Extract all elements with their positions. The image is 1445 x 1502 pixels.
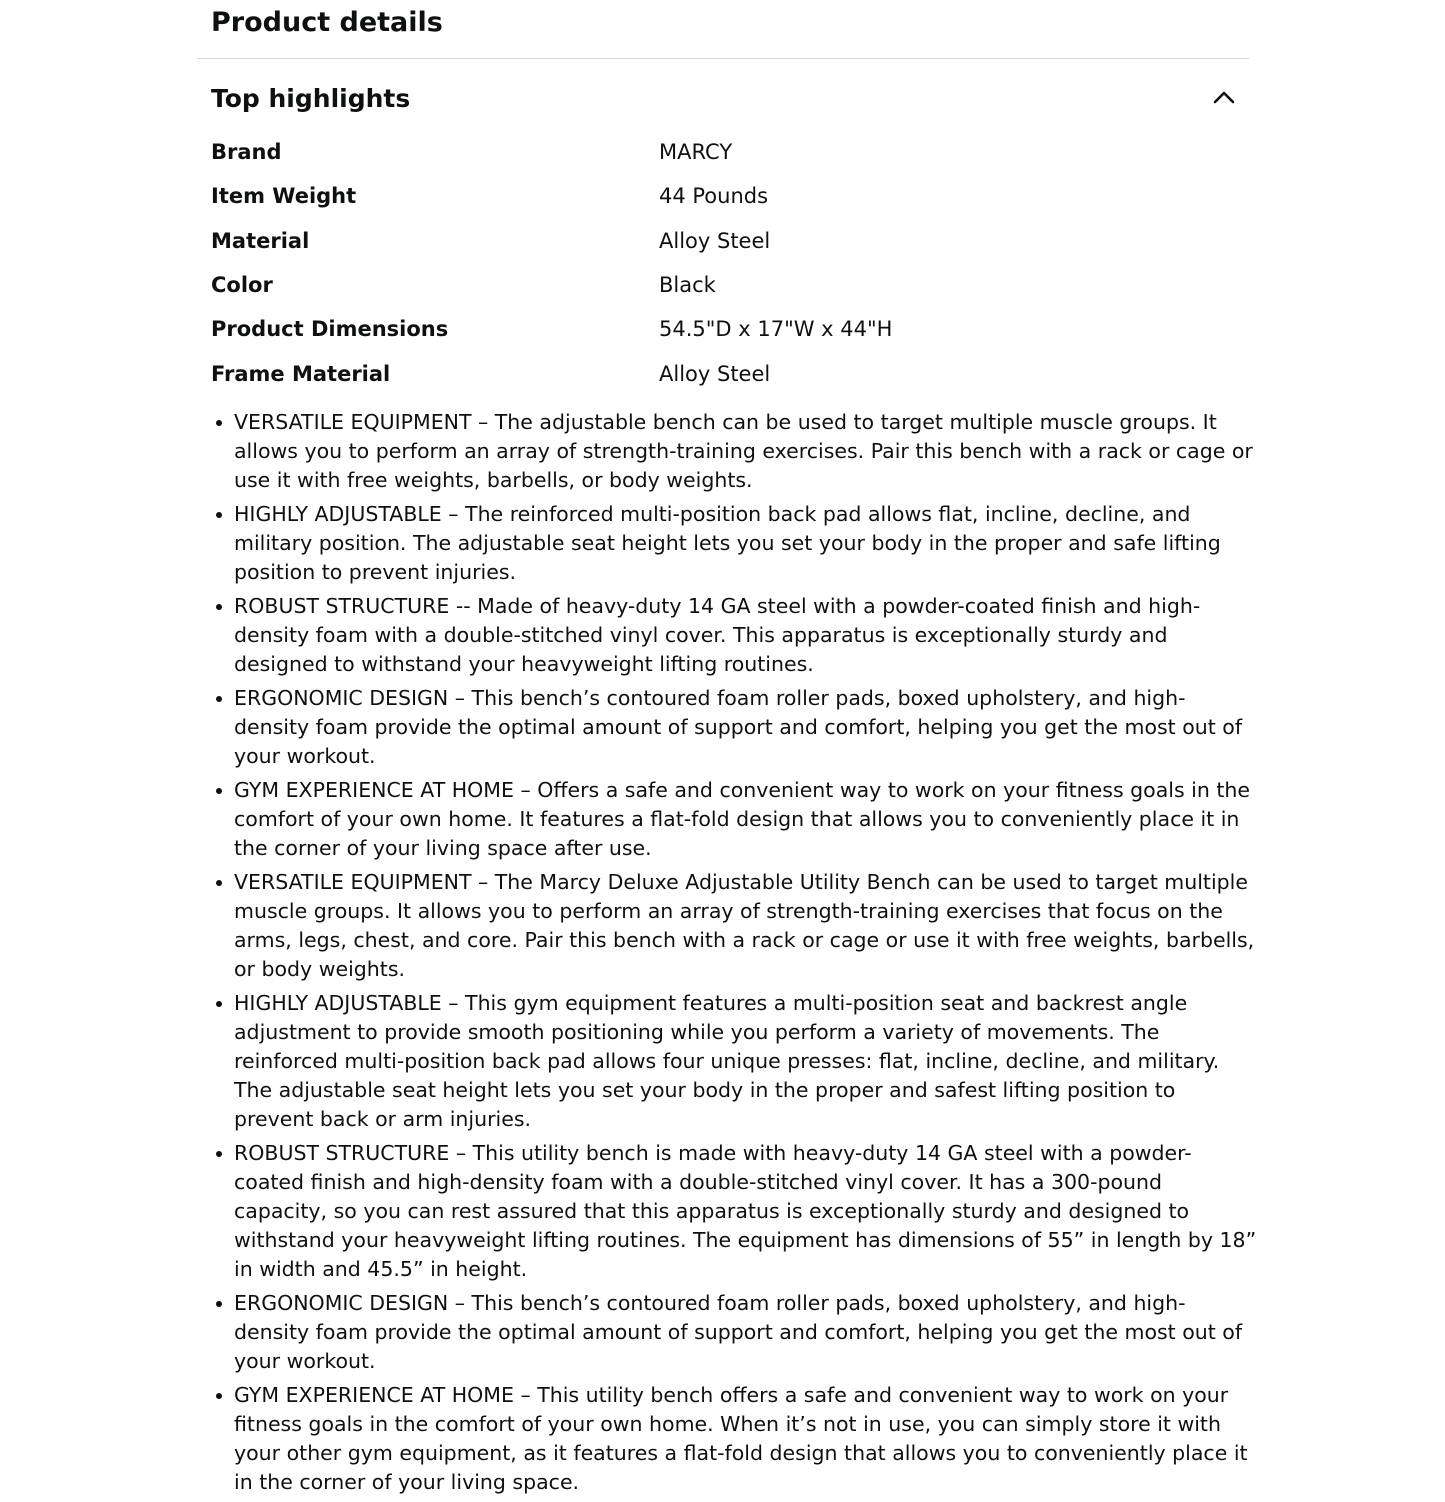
section-title: Top highlights: [211, 84, 411, 113]
spec-value: Alloy Steel: [659, 228, 771, 253]
feature-bullet: ERGONOMIC DESIGN – This bench’s contoured foam roller pads, boxed upholstery, and high-density foam provide the optimal amount of support and comfort, helping you get the most out of your workout.: [234, 1289, 1259, 1376]
feature-bullet: ERGONOMIC DESIGN – This bench’s contoured foam roller pads, boxed upholstery, and high-density foam provide the optimal amount of support and comfort, helping you get the most out of your workout.: [234, 684, 1259, 771]
spec-value: 44 Pounds: [659, 184, 769, 209]
feature-bullet: GYM EXPERIENCE AT HOME – This utility bench offers a safe and convenient way to work on your fitness goals in the comfort of your own home. When it’s not in use, you can simply store it with your other gym equipment, as it features a flat-fold design that allows you to conveniently place it in the corner of your living space.: [234, 1381, 1259, 1497]
spec-label: Color: [211, 273, 273, 298]
spec-label: Frame Material: [211, 361, 391, 386]
top-highlights-toggle[interactable]: [211, 82, 1236, 118]
feature-bullet: ROBUST STRUCTURE – This utility bench is made with heavy-duty 14 GA steel with a powder-coated finish and high-density foam with a double-stitched vinyl cover. It has a 300-pound capacity, so you can rest assured that this apparatus is exceptionally sturdy and designed to withstand your heavyweight lifting routines. The equipment has dimensions of 55” in length by 18” in width and 45.5” in height.: [234, 1139, 1259, 1284]
spec-row-material: [211, 219, 1236, 263]
spec-label: Brand: [211, 140, 282, 165]
feature-bullet-list: [211, 408, 1259, 1502]
spec-label: Item Weight: [211, 184, 357, 209]
feature-bullet: HIGHLY ADJUSTABLE – This gym equipment features a multi-position seat and backrest angle adjustment to provide smooth positioning while you perform a variety of movements. The reinforced multi-position back pad allows four unique presses: flat, incline, decline, and military. The adjustable seat height lets you set your body in the proper and safest lifting position to prevent back or arm injuries.: [234, 989, 1259, 1134]
feature-bullet: GYM EXPERIENCE AT HOME – Offers a safe and convenient way to work on your fitness goals in the comfort of your own home. It features a flat-fold design that allows you to conveniently place it in the corner of your living space after use.: [234, 776, 1259, 863]
feature-bullet: VERSATILE EQUIPMENT – The Marcy Deluxe Adjustable Utility Bench can be used to target multiple muscle groups. It allows you to perform an array of strength-training exercises that focus on the arms, legs, chest, and core. Pair this bench with a rack or cage or use it with free weights, barbells, or body weights.: [234, 868, 1259, 984]
spec-row-item-weight: [211, 174, 1236, 218]
spec-row-color: [211, 263, 1236, 307]
specs-table: [211, 130, 1236, 396]
feature-bullet: HIGHLY ADJUSTABLE – The reinforced multi-position back pad allows flat, incline, decline, and military position. The adjustable seat height lets you set your body in the proper and safe lifting position to prevent injuries.: [234, 500, 1259, 587]
page-title: Product details: [211, 7, 443, 38]
spec-value: MARCY: [659, 140, 733, 165]
section-divider: [197, 58, 1249, 59]
spec-value: Black: [659, 273, 716, 298]
spec-value: Alloy Steel: [659, 361, 771, 386]
spec-label: Material: [211, 228, 310, 253]
spec-row-product-dimensions: [211, 307, 1236, 351]
spec-row-brand: [211, 130, 1236, 174]
feature-bullet: ROBUST STRUCTURE -- Made of heavy-duty 14 GA steel with a powder-coated finish and high-density foam with a double-stitched vinyl cover. This apparatus is exceptionally sturdy and designed to withstand your heavyweight lifting routines.: [234, 592, 1259, 679]
spec-row-frame-material: [211, 351, 1236, 395]
chevron-up-icon[interactable]: [1212, 88, 1236, 106]
feature-bullet: VERSATILE EQUIPMENT – The adjustable bench can be used to target multiple muscle groups. It allows you to perform an array of strength-training exercises. Pair this bench with a rack or cage or use it with free weights, barbells, or body weights.: [234, 408, 1259, 495]
spec-label: Product Dimensions: [211, 317, 449, 342]
spec-value: 54.5"D x 17"W x 44"H: [659, 317, 893, 342]
